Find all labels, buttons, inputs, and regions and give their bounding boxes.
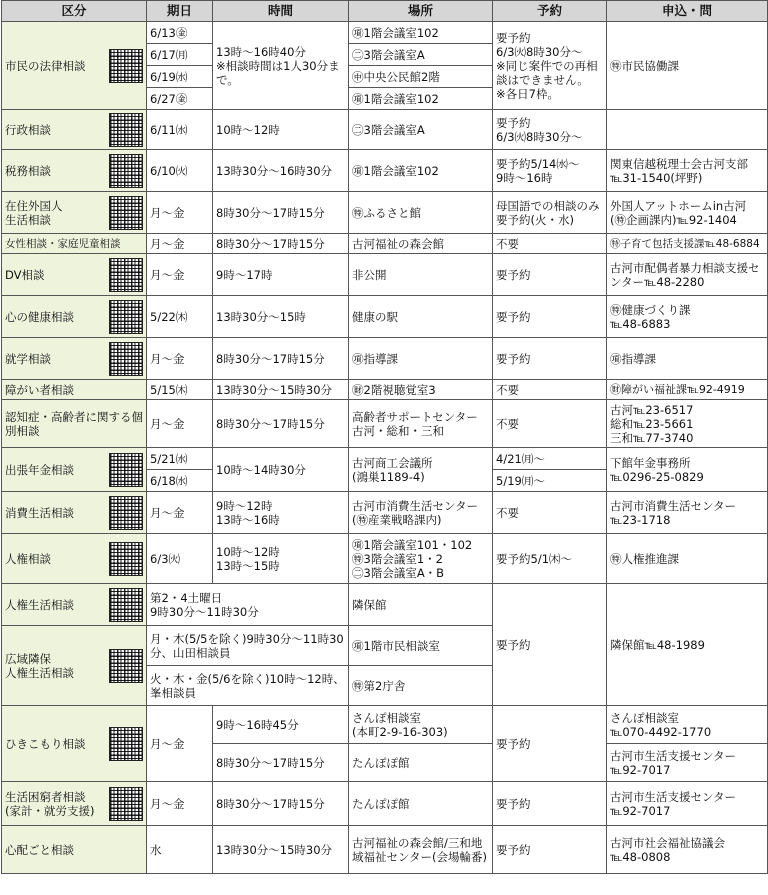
date-cell: 6/13㊎: [147, 22, 213, 44]
contact-cell: ㊕市民協働課: [607, 22, 768, 110]
category-cell: [2, 296, 147, 338]
time-cell: 13時30分～15時30分: [213, 826, 349, 874]
place-cell: 健康の駅: [349, 296, 493, 338]
category-cell: [2, 534, 147, 584]
table-row: [2, 338, 768, 380]
category-cell: [2, 110, 147, 150]
date-cell: 6/11㈬: [147, 110, 213, 150]
reservation-cell: 不要: [493, 234, 607, 254]
place-cell: ㊠1階会議室102: [349, 22, 493, 44]
category-cell: [2, 380, 147, 400]
time-cell: 13時30分～15時30分: [213, 380, 349, 400]
place-cell: ㊠指導課: [349, 338, 493, 380]
date-cell: 6/19㈬: [147, 66, 213, 88]
reservation-cell: 5/19㈪～: [493, 470, 607, 492]
place-cell: ㊕ふるさと館: [349, 192, 493, 234]
category-name: 在住外国人 生活相談: [5, 198, 63, 227]
date-cell: 5/21㈬: [147, 448, 213, 470]
date-cell: 月～金: [147, 192, 213, 234]
category-name: DV相談: [5, 267, 45, 282]
date-cell: 月～金: [147, 706, 213, 782]
category-cell: [2, 706, 147, 782]
contact-cell: 隣保館℡48-1989: [607, 584, 768, 706]
col-date: 期日: [147, 1, 213, 22]
time-cell: 8時30分～17時15分: [213, 782, 349, 826]
date-cell: 月～金: [147, 254, 213, 296]
category-name: 心配ごと相談: [5, 842, 74, 857]
place-cell: ㊁3階会議室A: [349, 110, 493, 150]
reservation-cell: 母国語での相談のみ要予約(火・水): [493, 192, 607, 234]
datetime-cell: 火・木・金(5/6を除く)10時～12時、峯相談員: [147, 666, 349, 706]
qr-code-icon[interactable]: [109, 154, 143, 188]
time-cell: 13時30分～15時: [213, 296, 349, 338]
place-cell: ㊖2階視聴覚室3: [349, 380, 493, 400]
category-name: 行政相談: [5, 122, 51, 137]
category-cell: [2, 338, 147, 380]
reservation-cell: 要予約: [493, 584, 607, 706]
category-name: 心の健康相談: [5, 309, 74, 324]
category-name: 障がい者相談: [5, 382, 74, 397]
contact-cell: 古河市消費生活センター ℡23-1718: [607, 492, 768, 534]
category-cell: [2, 192, 147, 234]
datetime-cell: 第2・4土曜日 9時30分～11時30分: [147, 584, 349, 626]
reservation-cell: 要予約 6/3㈫8時30分～: [493, 110, 607, 150]
reservation-cell: 要予約: [493, 338, 607, 380]
category-name: 人権相談: [5, 551, 51, 566]
place-cell: 古河商工会議所 (鴻巣1189-4): [349, 448, 493, 492]
place-cell: ㊁3階会議室A: [349, 44, 493, 66]
table-row: [2, 706, 768, 744]
table-row: [2, 448, 768, 470]
qr-code-icon[interactable]: [109, 342, 143, 376]
contact-cell: [607, 110, 768, 150]
place-cell: ㊠1階市民相談室: [349, 626, 493, 666]
category-name: 出張年金相談: [5, 462, 74, 477]
col-contact: 申込・問: [607, 1, 768, 22]
time-cell: 13時～16時40分 ※相談時間は1人30分まで。: [213, 22, 349, 110]
qr-code-icon[interactable]: [109, 49, 143, 83]
place-cell: さんぽ相談室 (本町2-9-16-303): [349, 706, 493, 744]
datetime-cell: 月・木(5/5を除く)9時30分～11時30分、山田相談員: [147, 626, 349, 666]
qr-code-icon[interactable]: [109, 588, 143, 622]
time-cell: 8時30分～17時15分: [213, 192, 349, 234]
date-cell: 6/27㊎: [147, 88, 213, 110]
category-cell: [2, 150, 147, 192]
category-name: 市民の法律相談: [5, 58, 86, 73]
table-row: [2, 400, 768, 448]
category-cell: [2, 584, 147, 626]
consultation-table: [1, 0, 768, 874]
category-name: ひきこもり相談: [5, 736, 86, 751]
place-cell: ㊕第2庁舎: [349, 666, 493, 706]
category-name: 女性相談・家庭児童相談: [5, 238, 121, 250]
qr-code-icon[interactable]: [109, 258, 143, 292]
category-name: 消費生活相談: [5, 505, 74, 520]
contact-cell: ㊖障がい福祉課℡92-4919: [607, 380, 768, 400]
date-cell: 6/17㈪: [147, 44, 213, 66]
col-place: 場所: [349, 1, 493, 22]
reservation-cell: 4/21㈪～: [493, 448, 607, 470]
category-cell: [2, 22, 147, 110]
col-category: 区分: [2, 1, 147, 22]
qr-code-icon[interactable]: [109, 113, 143, 147]
reservation-cell: 要予約: [493, 254, 607, 296]
category-cell: [2, 826, 147, 874]
table-row: [2, 22, 768, 44]
qr-code-icon[interactable]: [109, 496, 143, 530]
contact-cell: ㊕人権推進課: [607, 534, 768, 584]
reservation-cell: 不要: [493, 400, 607, 448]
date-cell: 月～金: [147, 400, 213, 448]
contact-cell: 外国人アットホームin古河 (㊕企画課内)℡92-1404: [607, 192, 768, 234]
time-cell: 9時～16時45分: [213, 706, 349, 744]
reservation-cell: 要予約: [493, 296, 607, 338]
contact-cell: さんぽ相談室 ℡070-4492-1770: [607, 706, 768, 744]
table-row: [2, 110, 768, 150]
qr-code-icon[interactable]: [109, 727, 143, 761]
place-cell: たんぽぽ館: [349, 782, 493, 826]
contact-cell: ㊠指導課: [607, 338, 768, 380]
table-row: [2, 254, 768, 296]
category-cell: [2, 254, 147, 296]
category-name: 就学相談: [5, 351, 51, 366]
date-cell: 水: [147, 826, 213, 874]
date-cell: 月～金: [147, 338, 213, 380]
qr-code-icon[interactable]: [109, 300, 143, 334]
time-cell: 10時～12時: [213, 110, 349, 150]
place-cell: 隣保館: [349, 584, 493, 626]
contact-cell: 古河市社会福祉協議会 ℡48-0808: [607, 826, 768, 874]
time-cell: 10時～12時 13時～15時: [213, 534, 349, 584]
place-cell: たんぽぽ館: [349, 744, 493, 782]
reservation-cell: 不要: [493, 380, 607, 400]
time-cell: 8時30分～17時15分: [213, 400, 349, 448]
place-cell: ㊠1階会議室101・102 ㊕3階会議室1・2 ㊁3階会議室A・B: [349, 534, 493, 584]
table-row: [2, 492, 768, 534]
table-row: [2, 826, 768, 874]
contact-cell: ㊕健康づくり課 ℡48-6883: [607, 296, 768, 338]
date-cell: 5/15㈭: [147, 380, 213, 400]
reservation-cell: 要予約5/1㈭～: [493, 534, 607, 584]
date-cell: 月～金: [147, 234, 213, 254]
category-cell: [2, 234, 147, 254]
time-cell: 8時30分～17時15分: [213, 338, 349, 380]
category-name: 広域隣保 人権生活相談: [5, 651, 74, 680]
table-row: [2, 782, 768, 826]
qr-code-icon[interactable]: [109, 196, 143, 230]
place-cell: 古河市消費生活センター (㊕産業戦略課内): [349, 492, 493, 534]
place-cell: ㊠1階会議室102: [349, 88, 493, 110]
place-cell: ㊠1階会議室102: [349, 150, 493, 192]
category-cell: [2, 400, 147, 448]
reservation-cell: 要予約5/14㈬～ 9時～16時: [493, 150, 607, 192]
table-row: [2, 296, 768, 338]
table-row: [2, 380, 768, 400]
date-cell: 6/3㈫: [147, 534, 213, 584]
reservation-cell: 不要: [493, 492, 607, 534]
category-name: 人権生活相談: [5, 597, 74, 612]
contact-cell: 古河市配偶者暴力相談支援センター℡48-2280: [607, 254, 768, 296]
date-cell: 6/18㈬: [147, 470, 213, 492]
category-name: 認知症・高齢者に関する個別相談: [5, 409, 143, 438]
qr-code-icon[interactable]: [109, 787, 143, 821]
category-cell: [2, 782, 147, 826]
qr-code-icon[interactable]: [109, 542, 143, 576]
contact-cell: 古河℡23-6517 総和℡23-5661 三和℡77-3740: [607, 400, 768, 448]
time-cell: 9時～17時: [213, 254, 349, 296]
category-cell: [2, 626, 147, 706]
reservation-cell: 要予約 6/3㈫8時30分～ ※同じ案件での再相談はできません。 ※各日7枠。: [493, 22, 607, 110]
contact-cell: 下館年金事務所 ℡0296-25-0829: [607, 448, 768, 492]
reservation-cell: 要予約: [493, 826, 607, 874]
date-cell: 月～金: [147, 782, 213, 826]
time-cell: 8時30分～17時15分: [213, 744, 349, 782]
reservation-cell: 要予約: [493, 782, 607, 826]
place-cell: 古河福祉の森会館: [349, 234, 493, 254]
col-time: 時間: [213, 1, 349, 22]
contact-cell: 関東信越税理士会古河支部 ℡31-1540(坪野): [607, 150, 768, 192]
time-cell: 13時30分～16時30分: [213, 150, 349, 192]
category-name: 税務相談: [5, 163, 51, 178]
contact-cell: ㊕子育て包括支援課℡48-6884: [607, 234, 768, 254]
col-reservation: 予約: [493, 1, 607, 22]
table-row: [2, 234, 768, 254]
table-row: [2, 534, 768, 584]
time-cell: 8時30分～17時15分: [213, 234, 349, 254]
contact-cell: 古河市生活支援センター ℡92-7017: [607, 744, 768, 782]
qr-code-icon[interactable]: [109, 453, 143, 487]
table-row: [2, 584, 768, 626]
place-cell: 高齢者サポートセンター 古河・総和・三和: [349, 400, 493, 448]
category-name: 生活困窮者相談 (家計・就労支援): [5, 789, 95, 818]
table-row: [2, 150, 768, 192]
reservation-cell: 要予約: [493, 706, 607, 782]
header-row: [2, 1, 768, 22]
place-cell: 古河福祉の森会館/三和地域福祉センター(会場輪番): [349, 826, 493, 874]
category-cell: [2, 448, 147, 492]
contact-cell: 古河市生活支援センター ℡92-7017: [607, 782, 768, 826]
qr-code-icon[interactable]: [109, 649, 143, 683]
date-cell: 月～金: [147, 492, 213, 534]
place-cell: ㊥中央公民館2階: [349, 66, 493, 88]
time-cell: 9時～12時 13時～16時: [213, 492, 349, 534]
category-cell: [2, 492, 147, 534]
table-row: [2, 192, 768, 234]
date-cell: 5/22㈭: [147, 296, 213, 338]
time-cell: 10時～14時30分: [213, 448, 349, 492]
place-cell: 非公開: [349, 254, 493, 296]
date-cell: 6/10㈫: [147, 150, 213, 192]
